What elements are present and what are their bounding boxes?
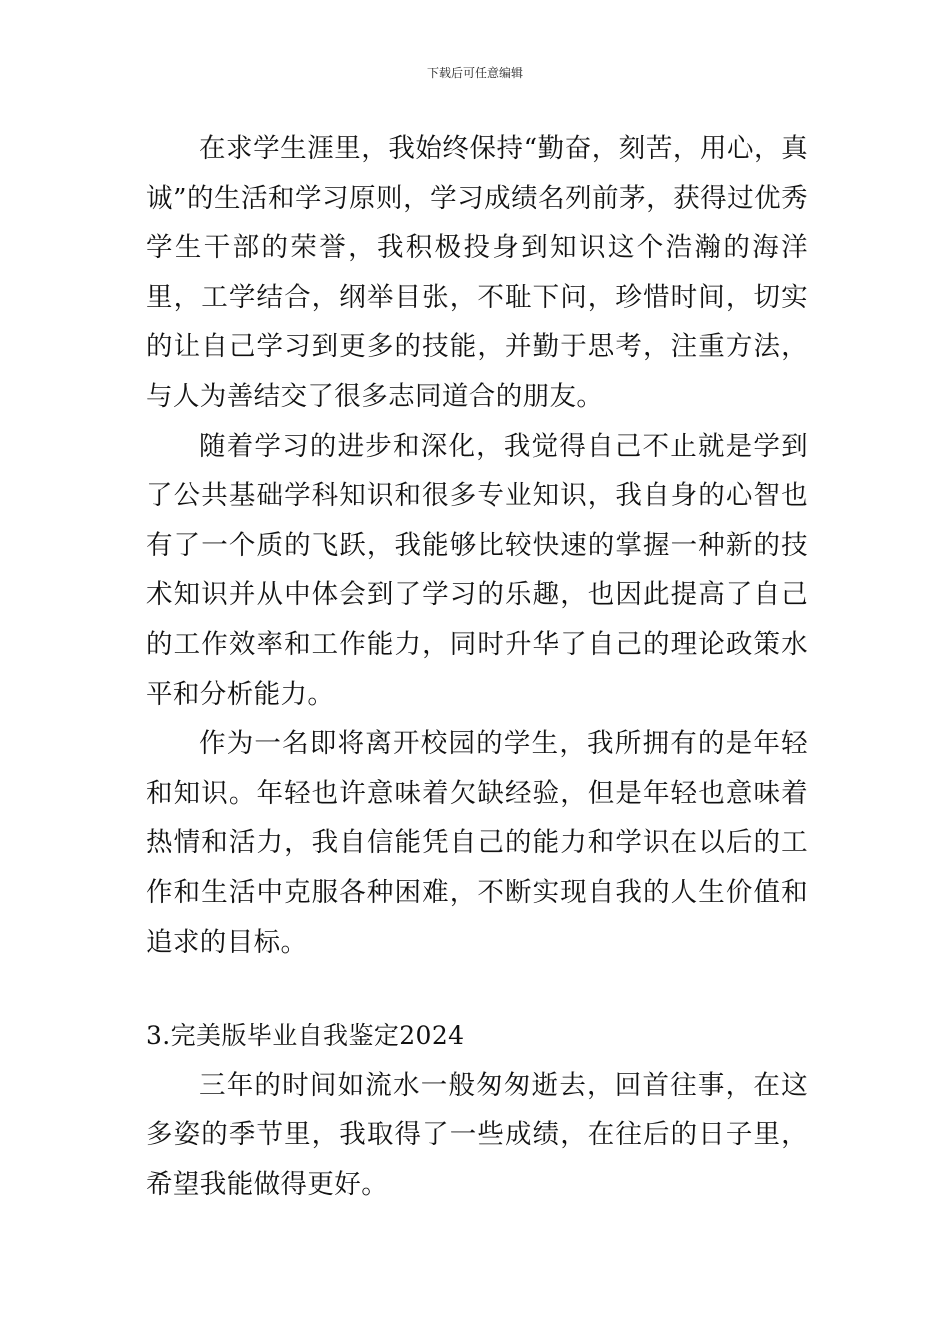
page-header-note: 下载后可任意编辑 xyxy=(426,66,523,80)
body-paragraph: 作为一名即将离开校园的学生，我所拥有的是年轻和知识。年轻也许意味着欠缺经验，但是年轻也意味着热情和活力，我自信能凭自己的能力和学识在以后的工作和生活中克服各种困难，不断实现自我的人生价值和追求的目标。 xyxy=(146,728,808,958)
section-heading: 3.完美版毕业自我鉴定2024 xyxy=(146,1021,465,1051)
document-body xyxy=(146,124,808,1209)
body-paragraph: 在求学生涯里，我始终保持“勤奋，刻苦，用心，真诚”的生活和学习原则，学习成绩名列前茅，获得过优秀学生干部的荣誉，我积极投身到知识这个浩瀚的海洋里，工学结合，纲举目张，不耻下问，珍惜时间，切实的让自己学习到更多的技能，并勤于思考，注重方法，与人为善结交了很多志同道合的朋友。 xyxy=(146,133,808,412)
body-paragraph: 三年的时间如流水一般匆匆逝去，回首往事，在这多姿的季节里，我取得了一些成绩，在往后的日子里，希望我能做得更好。 xyxy=(146,1069,808,1200)
body-paragraph: 随着学习的进步和深化，我觉得自己不止就是学到了公共基础学科知识和很多专业知识，我自身的心智也有了一个质的飞跃，我能够比较快速的掌握一种新的技术知识并从中体会到了学习的乐趣，也因此提高了自己的工作效率和工作能力，同时升华了自己的理论政策水平和分析能力。 xyxy=(146,430,808,710)
